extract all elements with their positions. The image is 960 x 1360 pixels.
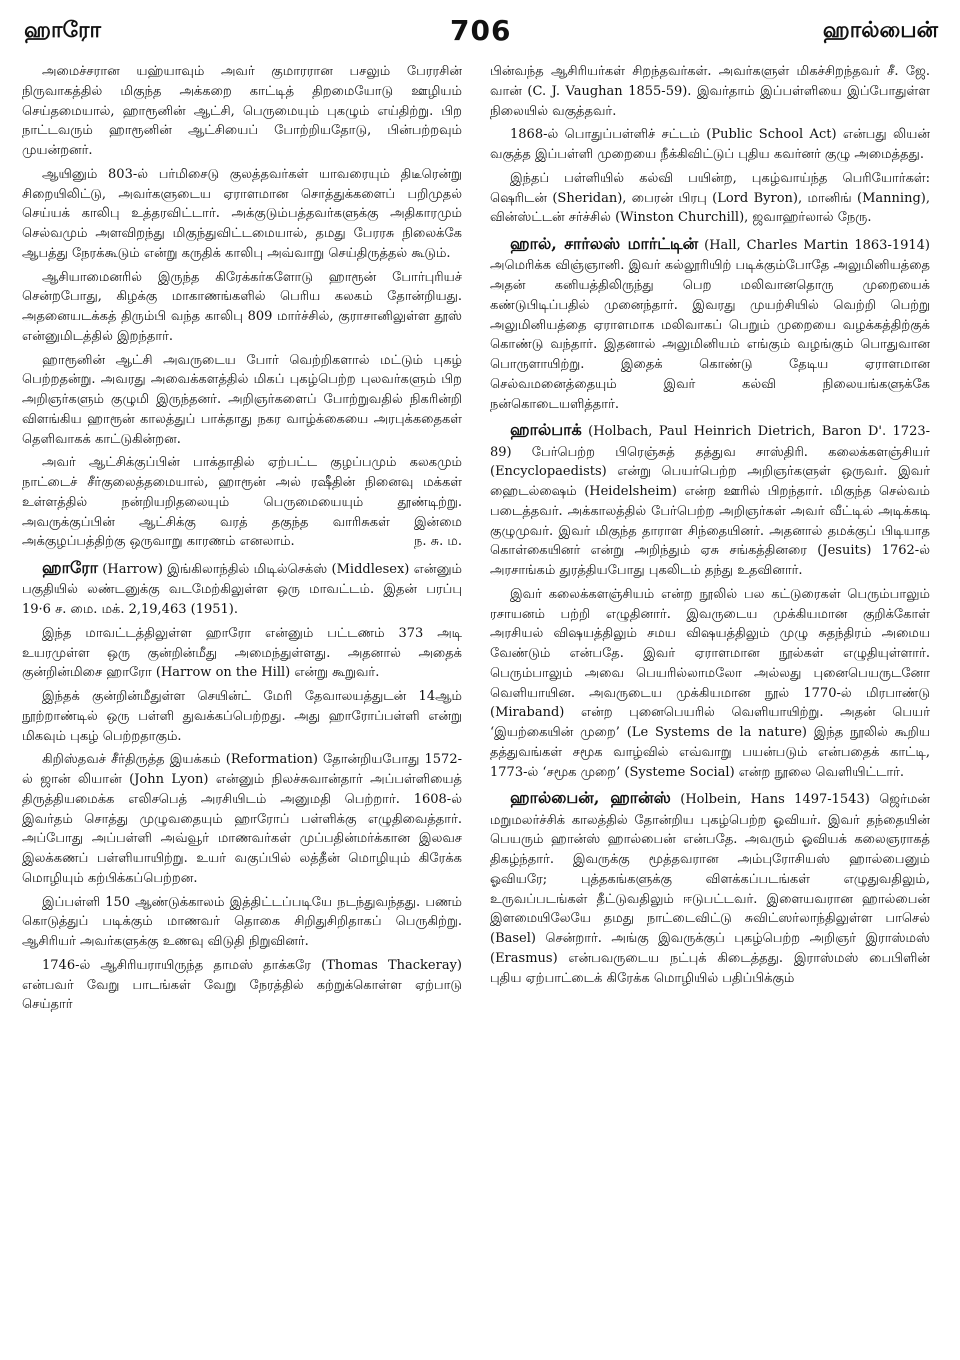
paragraph xyxy=(490,585,930,783)
entry-paragraph xyxy=(490,418,930,581)
author-signature: ந. சு. ம. xyxy=(414,534,462,550)
paragraph-text: இந்தக் குன்றின்மீதுள்ள செயின்ட் மேரி தேவாலயத்துடன் 14ஆம் நூற்றாண்டில் ஒரு பள்ளி துவக்கப்பெற்றது. அது ஹாரோப்பள்ளி என்று மிகவும் புகழ் பெற்றதாகும். xyxy=(22,689,462,744)
paragraph xyxy=(22,893,462,952)
page-header xyxy=(0,8,960,48)
paragraph xyxy=(490,169,930,228)
header-right-keyword: ஹால்பைன் xyxy=(822,18,938,43)
left-column xyxy=(22,62,462,1354)
paragraph-text: கிறிஸ்தவச் சீர்திருத்த இயக்கம் (Reformation) தோன்றியபோது 1572-ல் ஜான் லியான் (John Lyon) என்னும் நிலச்சுவான்தார் அப்பள்ளியைத் திருத்தியமைக்க எலிசபெத் அரசியிடம் அனுமதி பெற்றார். 1608-ல் இவர்தம் சொத்து முழுவதையும் ஹாரோப் பள்ளிக்கு எழுதிவைத்தார். அப்போது அப்பள்ளி அவ்வூர் மாணவர்கள் முப்பதின்மர்க்கான இலவச இலக்கணப் பள்ளியாயிற்று. உயர் வகுப்பில் லத்தீன் மொழியும் கிரேக்க மொழியும் கற்பிக்கப்பெற்றன. xyxy=(22,752,462,886)
paragraph xyxy=(22,453,462,552)
paragraph-text: 1746-ல் ஆசிரியராயிருந்த தாமஸ் தாக்கரே (Thomas Thackeray) என்பவர் வேறு பாடங்கள் வேறு நேரத்தில் கற்றுக்கொள்ள ஏற்பாடு செய்தார் xyxy=(22,957,462,1013)
paragraph-text: இப்பள்ளி 150 ஆண்டுக்காலம் இத்திட்டப்படியே நடந்துவந்தது. பணம் கொடுத்துப் படிக்கும் மாணவர் தொகை சிறிதுசிறிதாகப் பெருகிற்று. ஆசிரியர் அவர்களுக்கு உணவு விடுதி நிறுவினர். xyxy=(22,894,462,950)
paragraph-text: ஆயினும் 803-ல் பர்மிசைடு குலத்தவர்கள் யாவரையும் திடீரென்று சிறையிலிட்டு, அவர்களுடைய ஏராளமான சொத்துக்களைப் பறிமுதல் செய்யக் காலிபு உத்தரவிட்டார். அக்குடும்பத்தவர்களுக்கு அதிகாரமும் செல்வமும் அளவிறந்து மிகுந்துவிட்டமையால், தமது பேரரசு நிலைக்கே ஆபத்து நேரக்கூடும் என்று கருதிக் காலிபு அவ்வாறு செய்திருத்தல் கூடும். xyxy=(22,166,462,261)
paragraph-text: அமைச்சரான யஹ்யாவும் அவர் குமாரரான பசலும் பேரரசின் நிருவாகத்தில் மிகுந்த அக்கறை காட்டித் திறமையோடு ஊழியம் செய்தமையால், ஹாரூனின் ஆட்சி, பெருமையும் புகழும் எய்திற்று. பிற நாட்டவரும் ஹாரூனின் ஆட்சியைப் போற்றியதோடு, பின்பற்றவும் முயன்றனர். xyxy=(22,64,462,158)
entry-title: ஹால்பைன், ஹான்ஸ் xyxy=(510,788,671,808)
paragraph-text: இந்த மாவட்டத்திலுள்ள ஹாரோ என்னும் பட்டணம் 373 அடி உயரமுள்ள ஒரு குன்றின்மீது அமைந்துள்ளது. அதனால் அதைக் குன்றின்மிசை ஹாரோ (Harrow on the Hill) என்று கூறுவர். xyxy=(22,625,462,681)
paragraph-text: (Holbach, Paul Heinrich Dietrich, Baron D'. 1723-89) பேர்பெற்ற பிரெஞ்சுத் தத்துவ சாஸ்திரி. கலைக்களஞ்சியர் (Encyclopaedists) என்று பெயர்பெற்ற அறிஞர்களுள் ஒருவர். இவர் ஹைடல்ஷைம் (Heidelsheim) என்ற ஊரில் பிறந்தார். மிகுந்த செல்வம் படைத்தவர். அக்காலத்தில் பேர்பெற்ற அறிஞர்கள் அவர் வீட்டில் அடிக்கடி குழுமுவர். இவர் மிகுந்த தாராள சிந்தையினர். அதனால் தமக்குப் பிடியாத கொள்கையினர் என்று அறிந்தும் ஏசு சங்கத்தினரை (Jesuits) 1762-ல் அரசாங்கம் துரத்தியபோது புகலிடம் தந்து உதவினார். xyxy=(490,424,930,579)
paragraph xyxy=(22,351,462,450)
paragraph-text: ஆசியாமைனரில் இருந்த கிரேக்கர்களோடு ஹாரூன் போர்புரியச் சென்றபோது, கிழக்கு மாகாணங்களில் பெரிய கலகம் தோன்றியது. அதனையடக்கத் திரும்பி வந்த காலிபு 809 மார்ச்சில், குராசானிலுள்ள தூஸ் என்னுமிடத்தில் இறந்தார். xyxy=(22,269,462,344)
paragraph xyxy=(22,624,462,683)
paragraph-text: ஹாரூனின் ஆட்சி அவருடைய போர் வெற்றிகளால் மட்டும் புகழ் பெற்றதன்று. அவரது அவைக்களத்தில் மிகப் புகழ்பெற்ற புலவர்களும் பிற அறிஞர்களும் குழுமி இருந்தனர். அறிஞர்களைப் போற்றுவதில் நிகரின்றி விளங்கிய ஹாரூன் காலத்துப் பாக்தாது நகர வாழ்க்கையை அரபுக்கதைகள் தெளிவாகக் காட்டுகின்றன. xyxy=(22,352,462,447)
entry-paragraph xyxy=(22,556,462,620)
paragraph xyxy=(490,125,930,165)
paragraph xyxy=(22,268,462,347)
entry-title: ஹால், சார்லஸ் மார்ட்டின் xyxy=(510,234,699,253)
entry-title: ஹாரோ xyxy=(42,558,98,577)
paragraph-text: (Hall, Charles Martin 1863-1914) அமெரிக்க விஞ்ஞானி. இவர் கல்லூரியிற் படிக்கும்போதே அலுமினியத்தை அதன் கனியத்திலிருந்து பெற மலிவானதொரு முறையைக் கண்டுபிடிப்பதில் முனைந்தார். இவரது முயற்சியில் வெற்றி பெற்று அலுமினியத்தை ஏராளமாக மலிவாகப் பெறும் முறையை வழக்கத்திற்குக் கொண்டு வந்தார். இதனால் அலுமினியம் எங்கும் வழங்கும் பொதுவான பொருளாயிற்று. இதைக் கொண்டு தேடிய ஏராளமான செல்வமனைத்தையும் இவர் கல்வி நிலையங்களுக்கே நன்கொடையளித்தார். xyxy=(490,238,930,412)
paragraph-text: (Harrow) இங்கிலாந்தில் மிடில்செக்ஸ் (Middlesex) என்னும் பகுதியில் லண்டனுக்கு வடமேற்கிலுள்ள ஒரு மாவட்டம். இதன் பரப்பு 19·6 ச. மை. மக். 2,19,463 (1951). xyxy=(22,562,462,618)
right-column xyxy=(490,62,930,1354)
entry-paragraph xyxy=(490,786,930,988)
paragraph-text: அவர் ஆட்சிக்குப்பின் பாக்தாதில் ஏற்பட்ட குழப்பமும் கலகமும் நாட்டைச் சீர்குலைத்தமையால், ஹாரூன் அல் ரஷீதின் நினைவு மக்கள் உள்ளத்தில் நன்றியறிதலையும் பெருமையையும் தூண்டிற்று. அவருக்குப்பின் ஆட்சிக்கு வரத் தகுந்த வாரிசுகள் இன்மை அக்குழப்பத்திற்கு ஒருவாறு காரணம் எனலாம். xyxy=(22,455,462,550)
entry-paragraph xyxy=(490,232,930,414)
paragraph-text: (Holbein, Hans 1497-1543) ஜெர்மன் மறுமலர்ச்சிக் காலத்தில் தோன்றிய புகழ்பெற்ற ஓவியர். இவர் தந்தையின் பெயரும் ஹான்ஸ் ஹால்பைன் என்பதே. அவரும் ஓவியக் கலைஞராகத் திகழ்ந்தார். இவருக்கு மூத்தவரான அம்புரோசியஸ் ஹால்பைனும் ஓவியரே; புத்தகங்களுக்கு விளக்கப்படங்கள் எழுதுவதிலும், உருவப்படங்கள் தீட்டுவதிலும் ஈடுபட்டவர். இளையவரான ஹால்பைன் இளமையிலேயே தமது நாட்டைவிட்டு சுவிட்ஸர்லாந்திலுள்ள பாசெல் (Basel) சென்றார். அங்கு இவருக்குப் புகழ்பெற்ற அறிஞர் இராஸ்மஸ் (Erasmus) என்பவருடைய நட்புக் கிடைத்தது. இராஸ்மஸ் பைபிளின் புதிய ஏற்பாட்டைக் கிரேக்க மொழியில் பதிப்பிக்கும் xyxy=(490,792,930,986)
page-number: 706 xyxy=(450,14,512,47)
paragraph xyxy=(490,62,930,121)
paragraph-text: இந்தப் பள்ளியில் கல்வி பயின்ற, புகழ்வாய்ந்த பெரியோர்கள்: ஷெரிடன் (Sheridan), பைரன் பிரபு (Lord Byron), மானிங் (Manning), வின்ஸ்ட்டன் சர்ச்சில் (Winston Churchill), ஜவாஹர்லால் நேரு. xyxy=(490,170,930,226)
paragraph-text: 1868-ல் பொதுப்பள்ளிச் சட்டம் (Public School Act) என்பது லியன் வகுத்த இப்பள்ளி முறையை நீக்கிவிட்டுப் புதிய கவர்னர் குழு அமைத்தது. xyxy=(490,127,930,162)
paragraph xyxy=(22,956,462,1015)
entry-title: ஹால்பாக் xyxy=(510,420,582,440)
header-left-keyword: ஹாரோ xyxy=(24,18,101,43)
paragraph-text: இவர் கலைக்களஞ்சியம் என்ற நூலில் பல கட்டுரைகள் பெரும்பாலும் ரசாயனம் பற்றி எழுதினார். இவருடைய முக்கியமான குறிக்கோள் அரசியல் விஷயத்திலும் சமய விஷயத்திலும் முழு சுதந்திரம் அமைய வேண்டும் என்பதே. இவர் ஏராளமான நூல்கள் எழுதியுள்ளார். பெரும்பாலும் அவை பெயரில்லாமலோ அல்லது புனைபெயருடனோ வெளியாயின. அவருடைய முக்கியமான நூல் 1770-ல் மிரபாண்டு (Miraband) என்ற புனைபெயரில் வெளியாயிற்று. அதன் பெயர் ‘இயற்கையின் முறை’ (Le Systems de la nature) இந்த நூலில் கூறிய தத்துவங்கள் சமூக வாழ்வில் எவ்வாறு பயன்படும் என்பதைக் காட்டி, 1773-ல் ‘சமூக முறை’ (Systeme Social) என்ற நூலை வெளியிட்டார். xyxy=(490,586,930,780)
paragraph xyxy=(22,687,462,746)
paragraph xyxy=(22,62,462,161)
paragraph xyxy=(22,165,462,264)
paragraph-text: பின்வந்த ஆசிரியர்கள் சிறந்தவர்கள். அவர்களுள் மிகச்சிறந்தவர் சீ. ஜே. வான் (C. J. Vaughan 1855-59). இவர்தாம் இப்பள்ளியை இப்போதுள்ள நிலையில் வகுத்தவர். xyxy=(490,64,930,119)
paragraph xyxy=(22,750,462,888)
